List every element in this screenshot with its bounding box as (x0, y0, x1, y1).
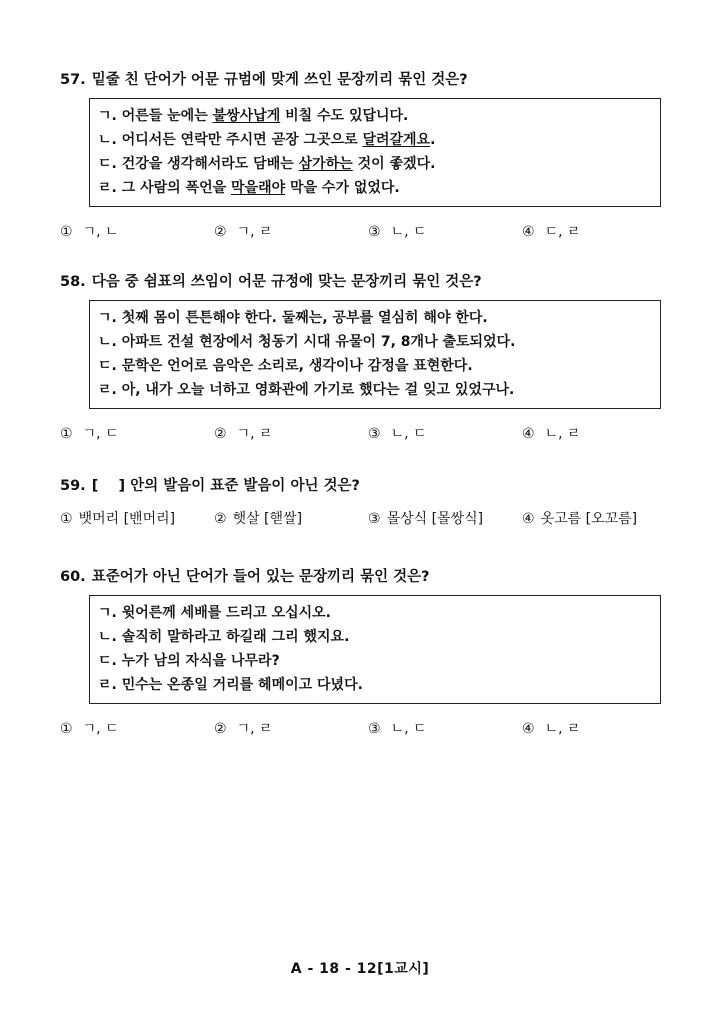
question-59 (60, 476, 670, 530)
option-3[interactable]: ③ ㄴ, ㄷ (368, 426, 427, 442)
example-line: ㄱ. 첫째 몸이 튼튼해야 한다. 둘째는, 공부를 열심히 해야 한다. (98, 310, 488, 326)
question-text: [ ] 안의 발음이 표준 발음이 아닌 것은? (91, 478, 360, 494)
option-2[interactable]: ② ㄱ, ㄹ (214, 721, 273, 737)
option-3[interactable]: ③ ㄴ, ㄷ (368, 721, 427, 737)
option-2[interactable]: ② ㄱ, ㄹ (214, 426, 273, 442)
question-number: 59. (60, 478, 86, 494)
question-58 (60, 272, 670, 445)
example-line: ㄹ. 아, 내가 오늘 너하고 영화관에 가기로 했다는 걸 잊고 있었구나. (98, 382, 515, 398)
question-stem (60, 567, 670, 587)
option-4[interactable]: ④ 옷고름 [오꼬름] (522, 511, 638, 527)
underlined-word: 불쌍사납게 (212, 108, 281, 124)
option-2[interactable]: ② ㄱ, ㄹ (214, 224, 273, 240)
underlined-word: 달려갈게요 (362, 132, 431, 148)
example-line: ㄱ. 어른들 눈에는 불쌍사납게 비칠 수도 있답니다. (98, 108, 409, 124)
page-footer: A - 18 - 12[1교시] (290, 961, 430, 977)
option-4[interactable]: ④ ㄴ, ㄹ (522, 426, 581, 442)
example-box (89, 595, 661, 704)
option-3[interactable]: ③ 몰상식 [몰쌍식] (368, 511, 484, 527)
option-3[interactable]: ③ ㄴ, ㄷ (368, 224, 427, 240)
question-stem (60, 70, 670, 90)
example-line: ㄴ. 솔직히 말하라고 하길래 그리 했지요. (98, 629, 350, 645)
option-1[interactable]: ① ㄱ, ㄷ (60, 721, 119, 737)
question-60 (60, 567, 670, 740)
example-line: ㄴ. 어디서든 연락만 주시면 곧장 그곳으로 달려갈게요. (98, 132, 436, 148)
answer-options (60, 423, 670, 445)
option-4[interactable]: ④ ㄷ, ㄹ (522, 224, 581, 240)
option-1[interactable]: ① ㄱ, ㄷ (60, 426, 119, 442)
question-stem (60, 476, 670, 496)
answer-options (60, 718, 670, 740)
option-2[interactable]: ② 햇살 [핻쌀] (214, 511, 303, 527)
question-number: 57. (60, 72, 86, 88)
option-4[interactable]: ④ ㄴ, ㄹ (522, 721, 581, 737)
underlined-word: 삼가하는 (298, 156, 353, 172)
answer-options (60, 508, 670, 530)
example-line: ㄹ. 그 사람의 폭언을 막을래야 막을 수가 없었다. (98, 180, 400, 196)
question-text: 밑줄 친 단어가 어문 규범에 맞게 쓰인 문장끼리 묶인 것은? (91, 72, 468, 88)
question-57 (60, 70, 670, 243)
example-line: ㄴ. 아파트 건설 현장에서 청동기 시대 유물이 7, 8개나 출토되었다. (98, 334, 516, 350)
example-box (89, 98, 661, 207)
question-stem (60, 272, 670, 292)
option-1[interactable]: ① ㄱ, ㄴ (60, 224, 119, 240)
underlined-word: 막을래야 (231, 180, 286, 196)
answer-options (60, 221, 670, 243)
question-text: 다음 중 쉼표의 쓰임이 어문 규정에 맞는 문장끼리 묶인 것은? (91, 274, 482, 290)
example-line: ㄷ. 건강을 생각해서라도 담배는 삼가하는 것이 좋겠다. (98, 156, 436, 172)
example-line: ㄹ. 민수는 온종일 거리를 헤메이고 다녔다. (98, 677, 363, 693)
example-line: ㄷ. 문학은 언어로 음악은 소리로, 생각이나 감정을 표현한다. (98, 358, 473, 374)
question-number: 58. (60, 274, 86, 290)
example-box (89, 300, 661, 409)
example-line: ㄷ. 누가 남의 자식을 나무라? (98, 653, 280, 669)
question-number: 60. (60, 569, 86, 585)
question-text: 표준어가 아닌 단어가 들어 있는 문장끼리 묶인 것은? (91, 569, 430, 585)
example-line: ㄱ. 윗어른께 세배를 드리고 오십시오. (98, 605, 331, 621)
option-1[interactable]: ① 뱃머리 [밴머리] (60, 511, 176, 527)
